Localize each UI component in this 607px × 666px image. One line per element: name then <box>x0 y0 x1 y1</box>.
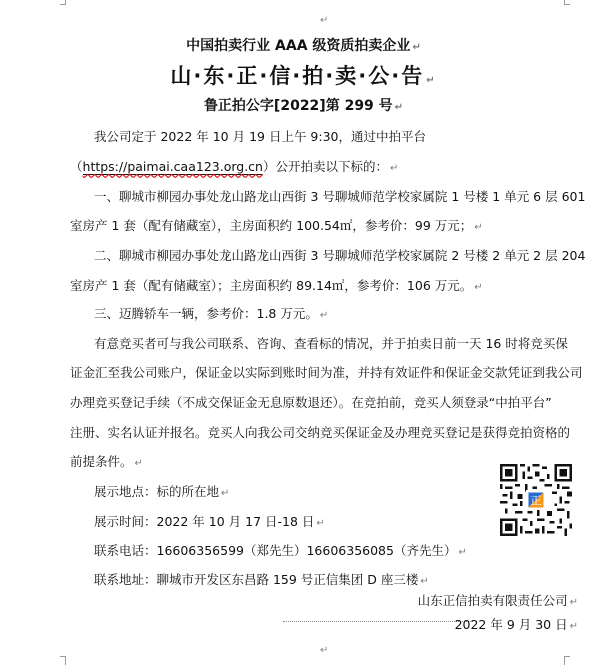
header-subtitle <box>0 38 607 56</box>
intro-line-1 <box>94 129 426 145</box>
contact-phone-text: 联系电话：16606356599（郑先生）16606356085（齐先生） <box>94 543 457 558</box>
paragraph-mark: ↵ <box>320 645 329 656</box>
item-2-line-1 <box>94 248 585 264</box>
notice-line-1 <box>94 336 568 352</box>
qr-code-image <box>500 464 572 536</box>
crop-mark-bottom-left <box>60 656 66 665</box>
crop-mark-top-left <box>60 0 66 5</box>
qr-badge-glyph: 正 <box>530 493 542 508</box>
dotted-leader <box>283 621 473 623</box>
paragraph-mark: ↵ <box>134 458 143 469</box>
item-2-text-cont: 室房产 1 套（配有储藏室）；主房面积约 89.14㎡，参考价：106 万元。 <box>70 278 473 293</box>
item-1-line-1 <box>94 189 585 205</box>
crop-mark-bottom-right <box>564 656 570 665</box>
display-location-text: 展示地点：标的所在地 <box>94 484 220 499</box>
page-title <box>0 63 607 94</box>
item-1-text-cont: 室房产 1 套（配有储藏室），主房面积约 100.54㎡，参考价：99 万元； <box>70 218 473 233</box>
contact-phone <box>94 543 467 561</box>
title-text: 山·东·正·信·拍·卖·公·告 <box>170 64 425 88</box>
item-3-line <box>94 306 328 324</box>
intro-line-2 <box>70 159 398 177</box>
display-location <box>94 484 229 502</box>
crop-mark-top-right <box>564 0 570 5</box>
paragraph-mark: ↵ <box>420 576 429 587</box>
paragraph-mark: ↵ <box>221 488 230 499</box>
paragraph-mark: ↵ <box>394 102 404 113</box>
paragraph-mark: ↵ <box>426 75 437 86</box>
item-1-line-2 <box>70 218 483 236</box>
paragraph-mark: ↵ <box>569 597 578 608</box>
paragraph-mark: ↵ <box>569 621 578 632</box>
open-paren: （ <box>70 159 83 174</box>
intro-text: 我公司定于 2022 年 10 月 19 日上午 9:30，通过中拍平台 <box>94 129 427 144</box>
company-name: 山东正信拍卖有限责任公司 <box>417 593 568 608</box>
item-1-text: 一、聊城市柳园办事处龙山路龙山西街 3 号聊城师范学校家属院 1 号楼 1 单元 6 层 601 <box>94 189 586 204</box>
contact-address-text: 联系地址：聊城市开发区东昌路 159 号正信集团 D 座三楼 <box>94 572 419 587</box>
date-text: 2022 年 9 月 30 日 <box>454 617 568 632</box>
paragraph-mark: ↵ <box>320 15 329 26</box>
doc-number-text: 鲁正拍公字[2022]第 299 号 <box>203 98 393 114</box>
paragraph-mark: ↵ <box>412 42 421 53</box>
company-signature <box>418 591 578 609</box>
notice-text: 有意竞买者可与我公司联系、咨询、查看标的情况，并于拍卖日前一天 16 时将竞买保 <box>94 336 568 351</box>
intro-close-text: ）公开拍卖以下标的： <box>262 159 388 174</box>
paragraph-mark: ↵ <box>319 310 329 321</box>
notice-line-5 <box>70 454 143 472</box>
notice-text: 办理竞买登记手续（不成交保证金无息原数退还）。在竞拍前，竞买人须登录“中拍平台” <box>70 395 552 410</box>
notice-text: 注册、实名认证并报名。竞买人向我公司交纳竞买保证金及办理竞买登记是获得竞拍资格的 <box>70 425 571 440</box>
paragraph-mark: ↵ <box>316 518 325 529</box>
paragraph-mark: ↵ <box>389 163 399 174</box>
display-time <box>94 514 325 532</box>
item-2-text: 二、聊城市柳园办事处龙山路龙山西街 3 号聊城师范学校家属院 2 号楼 2 单元 2 层 204 <box>94 248 586 263</box>
document-number <box>0 98 607 116</box>
subtitle-text: 中国拍卖行业 AAA 级资质拍卖企业 <box>186 38 411 54</box>
auction-platform-link[interactable]: https://paimai.caa123.org.cn <box>82 159 263 174</box>
item-3-text: 三、迈腾轿车一辆，参考价：1.8 万元。 <box>94 306 318 321</box>
notice-line-4 <box>70 425 570 441</box>
paragraph-mark: ↵ <box>458 547 467 558</box>
notice-text: 前提条件。 <box>70 454 133 469</box>
contact-address <box>94 572 429 590</box>
notice-text: 证金汇至我公司账户，保证金以实际到账时间为准，并持有效证件和保证金交款凭证到我公司 <box>70 365 583 380</box>
paragraph-mark: ↵ <box>474 222 483 233</box>
display-time-text: 展示时间：2022 年 10 月 17 日-18 日 <box>94 514 315 529</box>
item-2-line-2 <box>70 278 483 296</box>
notice-line-2 <box>70 365 583 381</box>
paragraph-mark: ↵ <box>474 282 483 293</box>
notice-line-3 <box>70 395 552 411</box>
document-date <box>455 617 578 635</box>
